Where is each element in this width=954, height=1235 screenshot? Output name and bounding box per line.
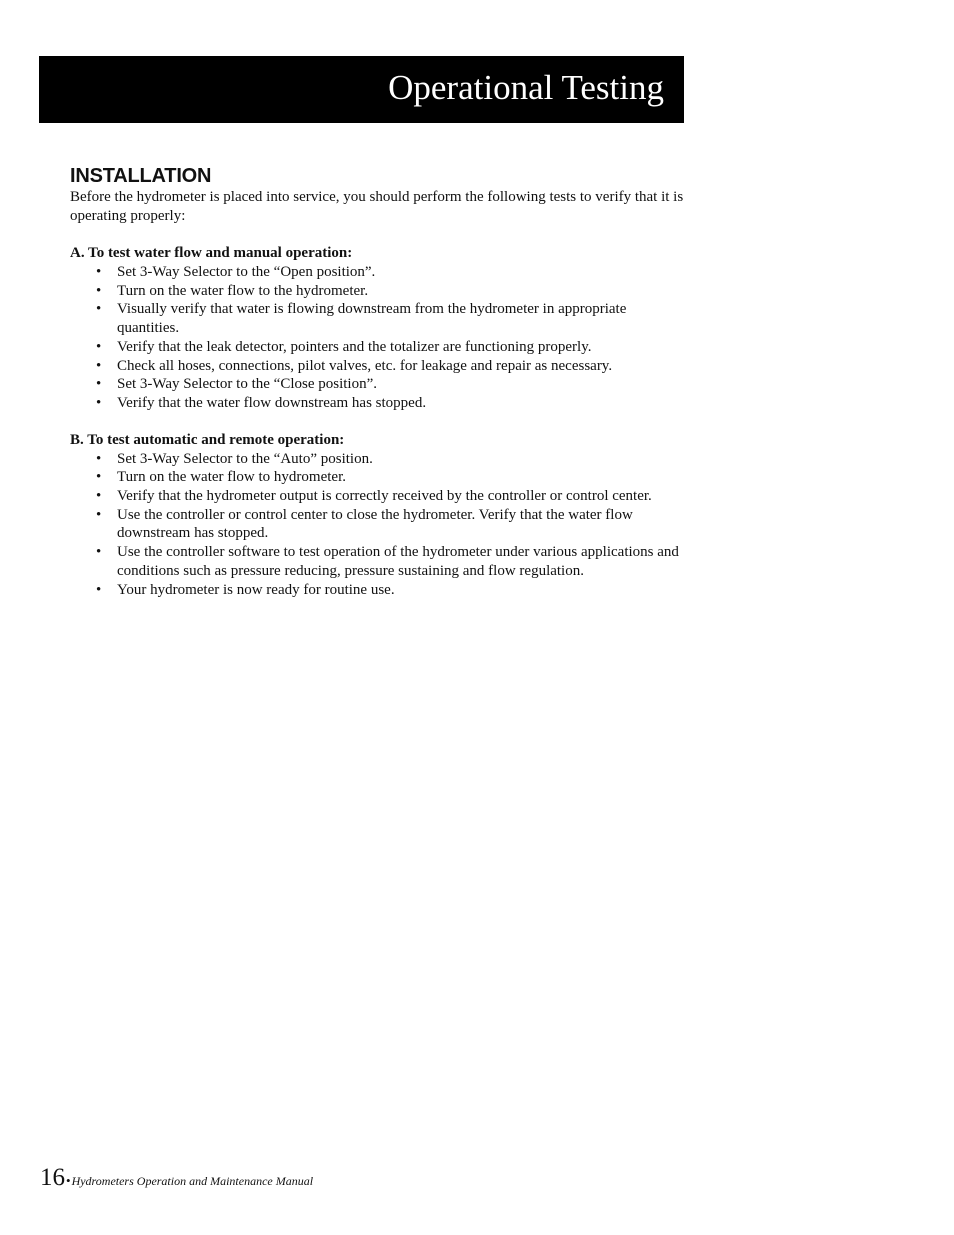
list-item-text: Verify that the water flow downstream has stopped. <box>117 394 427 411</box>
list-item <box>70 263 690 282</box>
bullet-icon: • <box>96 338 102 355</box>
bullet-icon: • <box>96 394 102 411</box>
list-item-text: Use the controller software to test operation of the hydrometer under various applications and conditions such as pressure reducing, pressure sustaining and flow regulation. <box>117 544 679 579</box>
bullet-icon: • <box>96 264 102 280</box>
list-item-text: Turn on the water flow to hydrometer. <box>117 469 346 486</box>
list-item <box>70 506 690 543</box>
section-a-heading: A. To test water flow and manual operation: <box>70 245 353 261</box>
bullet-icon: • <box>96 544 102 561</box>
list-item <box>70 300 690 337</box>
list-item-text: Set 3-Way Selector to the “Close position”. <box>117 376 377 393</box>
section-b-list <box>70 450 690 600</box>
bullet-icon: • <box>96 450 102 467</box>
footer-separator: • <box>66 1173 71 1188</box>
list-item <box>70 468 690 487</box>
list-item <box>70 450 690 469</box>
installation-heading: INSTALLATION <box>70 165 212 187</box>
main-content <box>70 164 690 617</box>
title-banner <box>39 56 684 123</box>
list-item-text: Visually verify that water is flowing downstream from the hydrometer in appropriate quantities. <box>117 301 627 337</box>
list-item-text: Verify that the leak detector, pointers and the totalizer are functioning properly. <box>117 338 592 355</box>
list-item-text: Your hydrometer is now ready for routine use. <box>117 581 395 598</box>
list-item <box>70 394 690 413</box>
bullet-icon: • <box>96 301 102 318</box>
bullet-icon: • <box>96 357 102 374</box>
installation-intro: Before the hydrometer is placed into service, you should perform the following tests to verify that it is operating properly: <box>70 189 684 224</box>
list-item <box>70 581 690 600</box>
bullet-icon: • <box>96 282 102 299</box>
manual-title: Hydrometers Operation and Maintenance Manual <box>71 1174 314 1188</box>
list-item-text: Check all hoses, connections, pilot valves, etc. for leakage and repair as necessary. <box>117 357 613 374</box>
page-title: Operational Testing <box>388 68 664 107</box>
bullet-icon: • <box>96 506 102 523</box>
page-number: 16 <box>40 1164 65 1191</box>
bullet-icon: • <box>96 376 102 393</box>
list-item-text: Set 3-Way Selector to the “Open position”. <box>117 264 376 280</box>
bullet-icon: • <box>96 488 102 505</box>
list-item <box>70 487 690 506</box>
section-b-heading: B. To test automatic and remote operation: <box>70 431 345 448</box>
list-item <box>70 357 690 376</box>
list-item <box>70 282 690 301</box>
list-item-text: Use the controller or control center to close the hydrometer. Verify that the water flow downstream has stopped. <box>117 506 633 542</box>
list-item-text: Set 3-Way Selector to the “Auto” position. <box>117 450 373 467</box>
bullet-icon: • <box>96 581 102 598</box>
list-item <box>70 375 690 394</box>
list-item <box>70 543 690 580</box>
page-footer <box>40 1163 313 1193</box>
section-a-list <box>70 263 690 413</box>
list-item-text: Verify that the hydrometer output is correctly received by the controller or control center. <box>117 488 652 505</box>
list-item-text: Turn on the water flow to the hydrometer. <box>117 282 369 299</box>
list-item <box>70 338 690 357</box>
bullet-icon: • <box>96 469 102 486</box>
